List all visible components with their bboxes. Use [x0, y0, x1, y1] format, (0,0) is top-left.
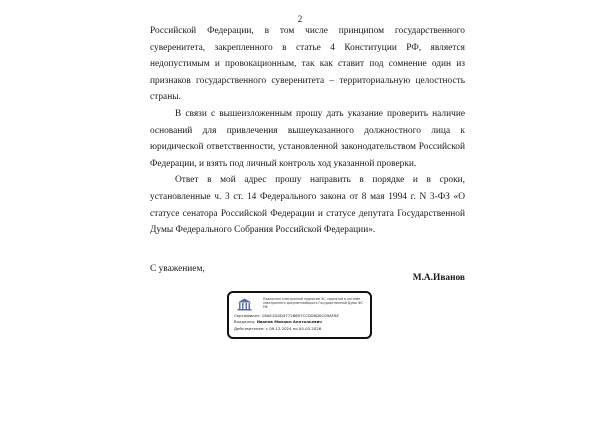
closing-regards: С уважением, [150, 264, 205, 274]
stamp-rows [234, 313, 369, 332]
stamp-cert-value: 18AE1D4D47728697CCD06D0C09AF8E [261, 313, 339, 318]
stamp-owner-value: Иванов Михаил Анатольевич [256, 319, 322, 325]
paragraph-continuation: Российской Федерации, в том числе принципом государственного суверенитета, закрепленного в статье 4 Конституции РФ, является недопустимым и провокационным, так как ставит под сомнение один из признаков государственного суверенитета – территориальную целостность страны. [150, 26, 465, 103]
stamp-cert-label: Сертификат: [234, 313, 261, 318]
stamp-owner-label: Владелец: [234, 319, 256, 325]
signature-name: М.А.Иванов [412, 273, 465, 283]
paragraph-response: Ответ в мой адрес прошу направить в порядке и в сроки, установленные ч. 3 ст. 14 Федерального закона от 8 мая 1994 г. N 3-ФЗ «О статусе сенатора Российской Федерации и статусе депутата Государственной Думы Федерального Собрания Российской Федерации». [150, 175, 465, 236]
page-number: 2 [297, 14, 303, 24]
stamp-valid-label: Действителен: [234, 325, 265, 331]
stamp-header: Подписано электронной подписью ЭС, принятой в системе электронного документооборота Государственной Думы ФС РФ [263, 297, 363, 309]
stamp-valid-value: с 09.12.2024 по 04.03.2026 [265, 325, 322, 331]
stamp-valid-row [234, 326, 369, 332]
paragraph-request: В связи с вышеизложенным прошу дать указание проверить наличие оснований для привлечения вышеуказанного должностного лица к юридической ответственности, установленной законодательством Российской Федерации, и взять под личный контроль ход указанной проверки. [150, 108, 465, 169]
closing-block [150, 262, 465, 283]
parliament-emblem-icon [237, 298, 252, 311]
electronic-signature-stamp [227, 291, 372, 339]
letter-body [150, 23, 465, 239]
